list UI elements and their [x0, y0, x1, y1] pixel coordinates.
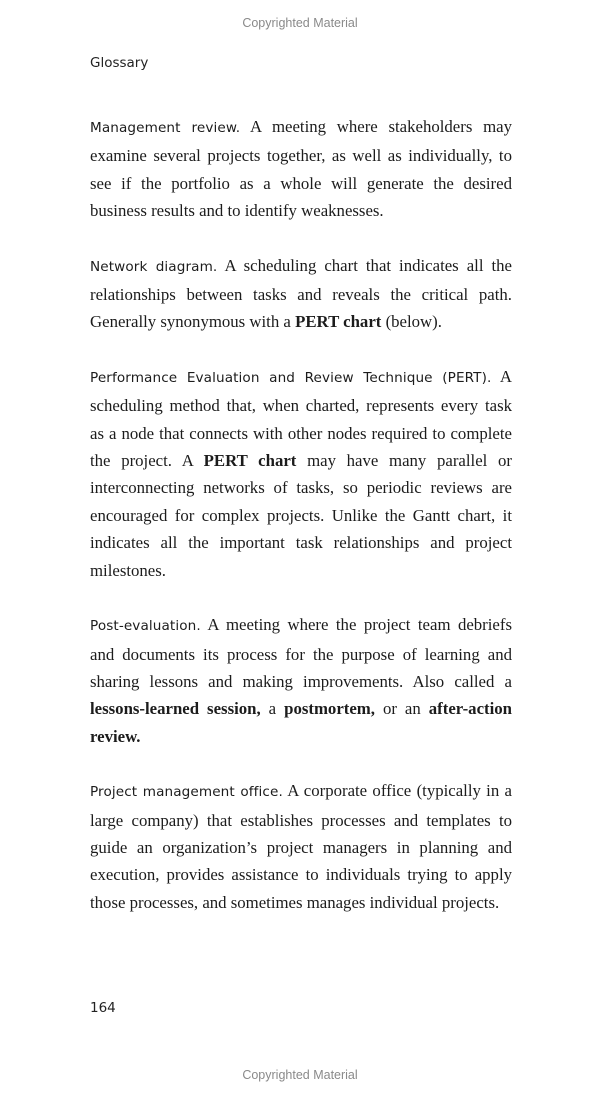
cross-reference-term: postmortem,: [284, 699, 375, 719]
glossary-definition: (below).: [385, 312, 442, 332]
glossary-definition: A meeting where stakeholders may examine several projects together, as well as individually, to see if the portfolio as a whole will generate the desired business results and to identify weaknesses.: [90, 117, 512, 221]
glossary-term: Management review.: [90, 120, 241, 136]
glossary-term: Project management office.: [90, 784, 283, 801]
cross-reference-term: lessons-learned session,: [90, 699, 261, 719]
glossary-term: Network diagram.: [90, 258, 218, 275]
running-head: Glossary: [90, 55, 149, 71]
glossary-entry-project-management-office: [90, 777, 512, 916]
glossary-entry-pert: [90, 363, 512, 584]
glossary-definition: or an: [382, 699, 421, 719]
glossary-entry-post-evaluation: [90, 611, 512, 750]
glossary-definition: a: [268, 699, 277, 719]
glossary-definition: A meeting where the project team debriefs and documents its process for the purpose of learning and sharing lessons and making improvements. Also called a: [90, 615, 512, 691]
glossary-definition: A scheduling method that, when charted, represents every task as a node that connects with other nodes required to complete the project. A: [90, 366, 512, 471]
glossary-definition: may have many parallel or interconnecting networks of tasks, so periodic reviews are encouraged for complex projects. Unlike the Gantt chart, it indicates all the important task relationships and project milestones.: [90, 451, 512, 580]
glossary-entry-management-review: [90, 113, 512, 225]
cross-reference-term: PERT chart: [295, 312, 382, 332]
glossary-definition: A scheduling chart that indicates all the relationships between tasks and reveals the critical path. Generally synonymous with a: [90, 255, 512, 332]
glossary-entries: [90, 113, 512, 943]
cross-reference-term: PERT chart: [203, 451, 297, 471]
glossary-term: Post-evaluation.: [90, 618, 201, 635]
glossary-term: Performance Evaluation and Review Technique (PERT).: [90, 369, 492, 386]
page-number: 164: [90, 1000, 116, 1016]
copyright-watermark-bottom: Copyrighted Material: [242, 1068, 358, 1082]
glossary-definition: A corporate office (typically in a large company) that establishes processes and templates to guide an organization’s project managers in planning and execution, provides assistance to individuals trying to apply those processes, and sometimes manages individual projects.: [90, 781, 512, 912]
glossary-entry-network-diagram: [90, 252, 512, 336]
cross-reference-term: after-action review.: [90, 699, 512, 746]
copyright-watermark-top: Copyrighted Material: [242, 16, 358, 30]
